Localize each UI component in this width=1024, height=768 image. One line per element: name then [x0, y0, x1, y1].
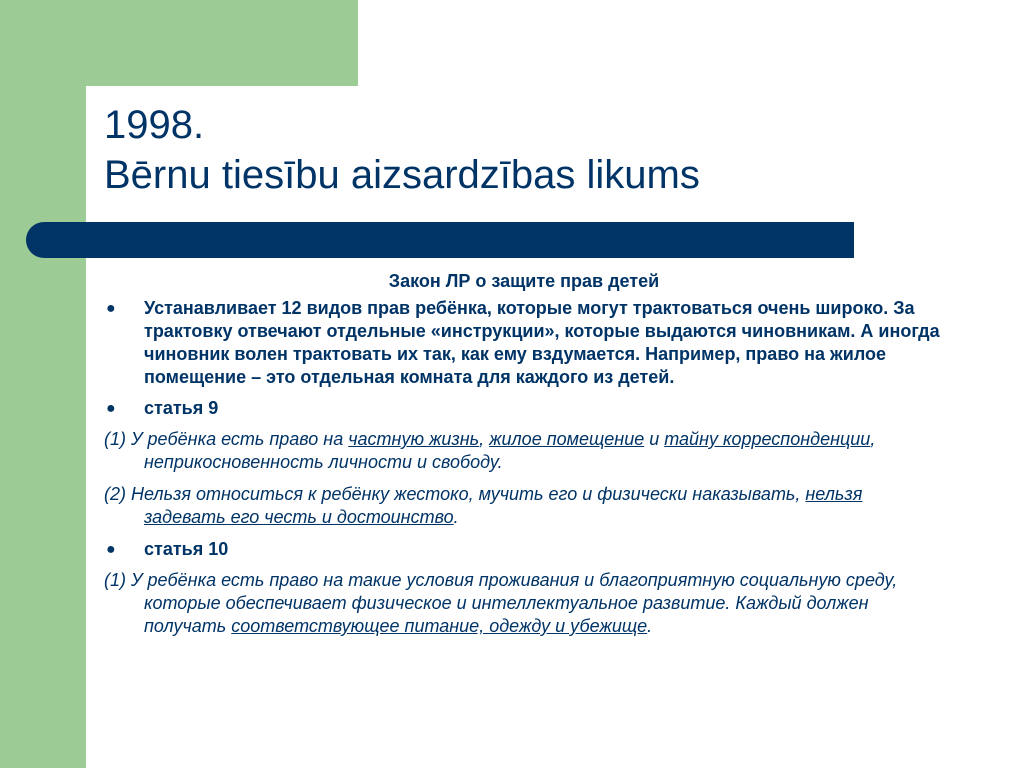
- bullet-text: статья 9: [144, 398, 219, 418]
- bullet-dot-icon: ●: [106, 541, 116, 558]
- article-9-paragraph-2: [104, 483, 944, 529]
- slide-title: [104, 100, 1004, 200]
- article-9-paragraph-1: [104, 428, 944, 474]
- article-10-paragraph-1: [104, 569, 944, 638]
- link-food-clothing-shelter[interactable]: соответствующее питание, одежду и убежище: [231, 616, 648, 636]
- text: (2) Нельзя относиться к ребёнку жестоко, мучить его и физически наказывать,: [104, 484, 806, 504]
- text: и: [644, 429, 665, 449]
- bullet-text: статья 10: [144, 539, 229, 559]
- bullet-item-overview: [104, 297, 944, 389]
- text: , неприкосновенность личности и свободу.: [144, 429, 876, 472]
- bullet-item-article-10: [104, 538, 944, 561]
- link-housing[interactable]: жилое помещение: [489, 429, 645, 449]
- title-divider: [26, 222, 854, 258]
- text: ,: [479, 429, 490, 449]
- link-correspondence[interactable]: тайну корреспонденции: [664, 429, 871, 449]
- link-private-life[interactable]: частную жизнь: [348, 429, 480, 449]
- title-law-name: Bērnu tiesību aizsardzības likums: [104, 153, 700, 197]
- text: (1) У ребёнка есть право на такие условия проживания и благоприятную социальную среду, которые обеспечивает физическое и интеллектуальное развитие. Каждый должен получать: [104, 570, 898, 636]
- bullet-dot-icon: ●: [106, 300, 116, 317]
- decor-green-sidebar: [0, 0, 86, 768]
- slide-content: [104, 270, 944, 647]
- text: (1) У ребёнка есть право на: [104, 429, 349, 449]
- text: .: [453, 507, 459, 527]
- title-year: 1998.: [104, 103, 205, 147]
- bullet-item-article-9: [104, 397, 944, 420]
- decor-green-top: [0, 0, 358, 86]
- subtitle: Закон ЛР о защите прав детей: [388, 271, 660, 291]
- text: .: [647, 616, 653, 636]
- link-honor-dignity[interactable]: нельзя задевать его честь и достоинство: [144, 484, 863, 527]
- bullet-text: Устанавливает 12 видов прав ребёнка, которые могут трактоваться очень широко. За трактовку отвечают отдельные «инструкции», которые выдаются чиновникам. А иногда чиновник волен трактовать их так, как ему вздумается. Например, право на жилое помещение – это отдельная комната для каждого из детей.: [144, 298, 940, 387]
- bullet-dot-icon: ●: [106, 400, 116, 417]
